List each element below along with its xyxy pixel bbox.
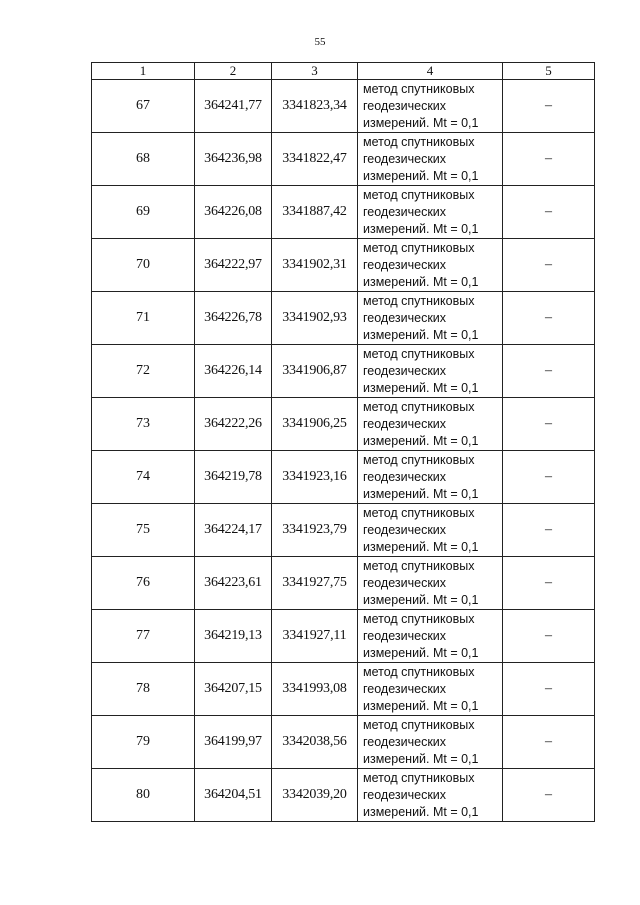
y-coordinate-cell: 3341887,42 [272, 186, 358, 239]
y-coordinate-cell: 3341927,75 [272, 557, 358, 610]
method-line: геодезических [363, 416, 447, 431]
point-number-cell: 74 [92, 451, 195, 504]
point-number-cell: 72 [92, 345, 195, 398]
y-coordinate-cell: 3341823,34 [272, 80, 358, 133]
point-number-cell: 80 [92, 769, 195, 822]
point-number-cell: 69 [92, 186, 195, 239]
method-line: метод спутниковых [363, 399, 475, 414]
method-cell [358, 504, 503, 557]
method-line: измерений. Mt = 0,1 [363, 539, 479, 554]
note-cell: – [503, 610, 595, 663]
x-coordinate-cell: 364223,61 [195, 557, 272, 610]
y-coordinate-cell: 3341902,31 [272, 239, 358, 292]
table-row [92, 769, 595, 822]
x-coordinate-cell: 364219,78 [195, 451, 272, 504]
y-coordinate-cell: 3341927,11 [272, 610, 358, 663]
y-coordinate-cell: 3342038,56 [272, 716, 358, 769]
point-number-cell: 78 [92, 663, 195, 716]
y-coordinate-cell: 3341923,79 [272, 504, 358, 557]
method-line: метод спутниковых [363, 717, 475, 732]
y-coordinate-cell: 3342039,20 [272, 769, 358, 822]
method-cell [358, 239, 503, 292]
table-row [92, 398, 595, 451]
y-coordinate-cell: 3341906,87 [272, 345, 358, 398]
method-cell [358, 663, 503, 716]
method-line: метод спутниковых [363, 558, 475, 573]
table-row [92, 239, 595, 292]
coordinates-table [91, 62, 595, 822]
page-number: 55 [314, 36, 326, 48]
note-cell: – [503, 716, 595, 769]
table-row [92, 504, 595, 557]
x-coordinate-cell: 364236,98 [195, 133, 272, 186]
method-line: геодезических [363, 734, 447, 749]
x-coordinate-cell: 364207,15 [195, 663, 272, 716]
x-coordinate-cell: 364226,78 [195, 292, 272, 345]
point-number-cell: 75 [92, 504, 195, 557]
method-line: метод спутниковых [363, 505, 475, 520]
note-cell: – [503, 239, 595, 292]
note-cell: – [503, 557, 595, 610]
point-number-cell: 79 [92, 716, 195, 769]
method-line: геодезических [363, 787, 447, 802]
method-line: метод спутниковых [363, 770, 475, 785]
method-line: метод спутниковых [363, 187, 475, 202]
method-cell [358, 345, 503, 398]
point-number-cell: 71 [92, 292, 195, 345]
y-coordinate-cell: 3341902,93 [272, 292, 358, 345]
table-row [92, 451, 595, 504]
method-line: геодезических [363, 628, 447, 643]
x-coordinate-cell: 364224,17 [195, 504, 272, 557]
method-line: метод спутниковых [363, 611, 475, 626]
note-cell: – [503, 504, 595, 557]
note-cell: – [503, 398, 595, 451]
method-line: геодезических [363, 681, 447, 696]
method-line: измерений. Mt = 0,1 [363, 274, 479, 289]
method-cell [358, 292, 503, 345]
method-line: измерений. Mt = 0,1 [363, 115, 479, 130]
method-line: метод спутниковых [363, 452, 475, 467]
point-number-cell: 68 [92, 133, 195, 186]
method-line: измерений. Mt = 0,1 [363, 221, 479, 236]
y-coordinate-cell: 3341822,47 [272, 133, 358, 186]
column-header-x: 2 [195, 63, 272, 80]
method-line: измерений. Mt = 0,1 [363, 327, 479, 342]
method-line: геодезических [363, 469, 447, 484]
table-header-row [92, 63, 595, 80]
method-line: метод спутниковых [363, 240, 475, 255]
method-cell [358, 133, 503, 186]
method-line: метод спутниковых [363, 81, 475, 96]
table-row [92, 80, 595, 133]
method-line: измерений. Mt = 0,1 [363, 804, 479, 819]
point-number-cell: 73 [92, 398, 195, 451]
method-line: геодезических [363, 363, 447, 378]
method-line: геодезических [363, 522, 447, 537]
point-number-cell: 77 [92, 610, 195, 663]
table-row [92, 345, 595, 398]
x-coordinate-cell: 364204,51 [195, 769, 272, 822]
method-cell [358, 186, 503, 239]
method-line: геодезических [363, 151, 447, 166]
method-line: метод спутниковых [363, 664, 475, 679]
y-coordinate-cell: 3341993,08 [272, 663, 358, 716]
method-line: геодезических [363, 575, 447, 590]
method-line: измерений. Mt = 0,1 [363, 751, 479, 766]
method-cell [358, 80, 503, 133]
table-row [92, 716, 595, 769]
note-cell: – [503, 80, 595, 133]
method-cell [358, 716, 503, 769]
method-line: метод спутниковых [363, 293, 475, 308]
y-coordinate-cell: 3341923,16 [272, 451, 358, 504]
method-line: метод спутниковых [363, 346, 475, 361]
column-header-number: 1 [92, 63, 195, 80]
table-body [92, 80, 595, 822]
method-line: измерений. Mt = 0,1 [363, 380, 479, 395]
method-line: измерений. Mt = 0,1 [363, 645, 479, 660]
note-cell: – [503, 133, 595, 186]
note-cell: – [503, 292, 595, 345]
point-number-cell: 67 [92, 80, 195, 133]
method-line: измерений. Mt = 0,1 [363, 592, 479, 607]
table-row [92, 133, 595, 186]
method-line: измерений. Mt = 0,1 [363, 433, 479, 448]
method-line: измерений. Mt = 0,1 [363, 698, 479, 713]
method-cell [358, 610, 503, 663]
method-line: метод спутниковых [363, 134, 475, 149]
x-coordinate-cell: 364226,08 [195, 186, 272, 239]
x-coordinate-cell: 364226,14 [195, 345, 272, 398]
method-line: геодезических [363, 310, 447, 325]
table-row [92, 663, 595, 716]
x-coordinate-cell: 364222,26 [195, 398, 272, 451]
column-header-method: 4 [358, 63, 503, 80]
point-number-cell: 76 [92, 557, 195, 610]
table-row [92, 557, 595, 610]
point-number-cell: 70 [92, 239, 195, 292]
table-row [92, 186, 595, 239]
table-row [92, 292, 595, 345]
method-cell [358, 557, 503, 610]
note-cell: – [503, 451, 595, 504]
method-line: геодезических [363, 204, 447, 219]
x-coordinate-cell: 364241,77 [195, 80, 272, 133]
note-cell: – [503, 186, 595, 239]
x-coordinate-cell: 364199,97 [195, 716, 272, 769]
method-line: геодезических [363, 257, 447, 272]
method-cell [358, 398, 503, 451]
column-header-y: 3 [272, 63, 358, 80]
note-cell: – [503, 769, 595, 822]
column-header-note: 5 [503, 63, 595, 80]
note-cell: – [503, 663, 595, 716]
method-line: измерений. Mt = 0,1 [363, 486, 479, 501]
y-coordinate-cell: 3341906,25 [272, 398, 358, 451]
method-line: геодезических [363, 98, 447, 113]
table-row [92, 610, 595, 663]
method-line: измерений. Mt = 0,1 [363, 168, 479, 183]
method-cell [358, 769, 503, 822]
note-cell: – [503, 345, 595, 398]
x-coordinate-cell: 364222,97 [195, 239, 272, 292]
method-cell [358, 451, 503, 504]
x-coordinate-cell: 364219,13 [195, 610, 272, 663]
